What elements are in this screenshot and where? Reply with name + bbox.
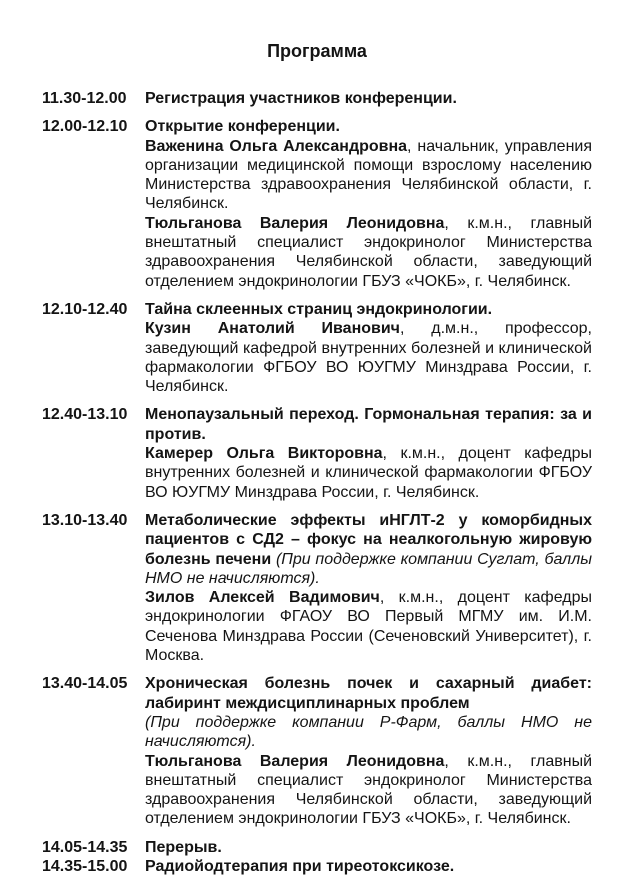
entry-title-text: Радиойодтерапия при тиреотоксикозе. — [145, 857, 455, 875]
entry-content — [145, 89, 592, 108]
program-entry — [42, 300, 592, 396]
entry-note-line — [145, 713, 592, 752]
entry-title — [145, 405, 592, 444]
entry-title-text: Перерыв. — [145, 838, 222, 856]
program-entry — [42, 117, 592, 291]
program-entry — [42, 511, 592, 665]
entry-time: 14.35-15.00 — [42, 857, 128, 875]
entry-content — [145, 838, 592, 857]
speaker-name: Тюльганова Валерия Леонидовна — [145, 752, 445, 770]
entry-title — [145, 857, 592, 876]
entry-note: (При поддержке компании Суглат, баллы НМО не начисляются). — [145, 550, 593, 587]
speaker-name: Важенина Ольга Александровна — [145, 137, 408, 155]
program-entry — [42, 674, 592, 828]
speaker-desc: , к.м.н., доцент кафедры внутренних болезней и клинической фармакологии ФГБОУ ВО ЮУГМУ Минздрава России, г. Челябинск. — [145, 445, 592, 501]
entry-title-text: Открытие конференции. — [145, 118, 340, 136]
entry-time: 11.30-12.00 — [42, 90, 127, 107]
speaker-name: Кузин Анатолий Иванович — [145, 320, 400, 338]
entry-title — [145, 674, 592, 713]
speaker-name: Тюльганова Валерия Леонидовна — [145, 214, 445, 232]
entry-title-text: Менопаузальный переход. Гормональная терапия: за и против. — [145, 406, 592, 443]
speaker-paragraph — [145, 444, 592, 502]
speaker-paragraph — [145, 137, 592, 214]
entry-time: 13.10-13.40 — [42, 511, 128, 529]
entry-title-text: Метаболические эффекты иНГЛТ-2 у коморбидных пациентов с СД2 – фокус на неалкогольную жировую болезнь печени — [145, 511, 592, 568]
entry-time: 12.40-13.10 — [42, 406, 128, 424]
entry-content — [145, 300, 592, 396]
speaker-name: Камерер Ольга Викторовна — [145, 445, 383, 463]
entry-title-text: Регистрация участников конференции. — [145, 90, 457, 107]
program-entry — [42, 405, 592, 501]
program-list — [42, 89, 592, 876]
entry-time: 14.05-14.35 — [42, 838, 128, 856]
entry-time: 13.40-14.05 — [42, 675, 128, 693]
entry-title — [145, 89, 592, 108]
entry-content — [145, 857, 592, 876]
entry-title-text: Тайна склеенных страниц эндокринологии. — [145, 300, 493, 318]
speaker-paragraph — [145, 319, 592, 396]
speaker-desc: , к.м.н., доцент кафедры эндокринологии ФГАОУ ВО Первый МГМУ им. И.М. Сеченова Минздрава России (Сеченовский Университет), г. Москва. — [145, 589, 593, 665]
speaker-paragraph — [145, 752, 592, 829]
entry-title — [145, 117, 592, 136]
speaker-paragraph — [145, 214, 592, 291]
entry-note: (При поддержке компании Р-Фарм, баллы НМО не начисляются). — [145, 713, 592, 751]
speaker-name: Зилов Алексей Вадимович — [145, 589, 380, 607]
entry-title-text: Хроническая болезнь почек и сахарный диабет: лабиринт междисциплинарных проблем — [145, 675, 592, 712]
entry-title — [145, 300, 592, 319]
entry-title — [145, 511, 592, 588]
speaker-paragraph — [145, 588, 592, 665]
speaker-desc: , начальник, управления организации медицинской помощи взрослому населению Министерства здравоохранения Челябинской области, г. Челябинск. — [145, 137, 592, 213]
entry-title — [145, 838, 592, 857]
entry-content — [145, 117, 592, 291]
speaker-desc: , д.м.н., профессор, заведующий кафедрой внутренних болезней и клинической фармакологии ФГБОУ ВО ЮУГМУ Минздрава России, г. Челябинск. — [145, 320, 592, 396]
page-title: Программа — [267, 41, 367, 61]
entry-content — [145, 405, 592, 501]
entry-time: 12.00-12.10 — [42, 118, 128, 136]
program-entry — [42, 89, 592, 108]
program-entry — [42, 857, 592, 876]
entry-time: 12.10-12.40 — [42, 300, 128, 318]
program-entry — [42, 838, 592, 857]
entry-content — [145, 674, 592, 828]
speaker-desc: , к.м.н., главный внештатный специалист эндокринолог Министерства здравоохранения Челябинской области, заведующий отделением эндокринологии ГБУЗ «ЧОКБ», г. Челябинск. — [145, 752, 592, 828]
entry-content — [145, 511, 592, 665]
speaker-desc: , к.м.н., главный внештатный специалист эндокринолог Министерства здравоохранения Челябинской области, заведующий отделением эндокринологии ГБУЗ «ЧОКБ», г. Челябинск. — [145, 214, 592, 290]
